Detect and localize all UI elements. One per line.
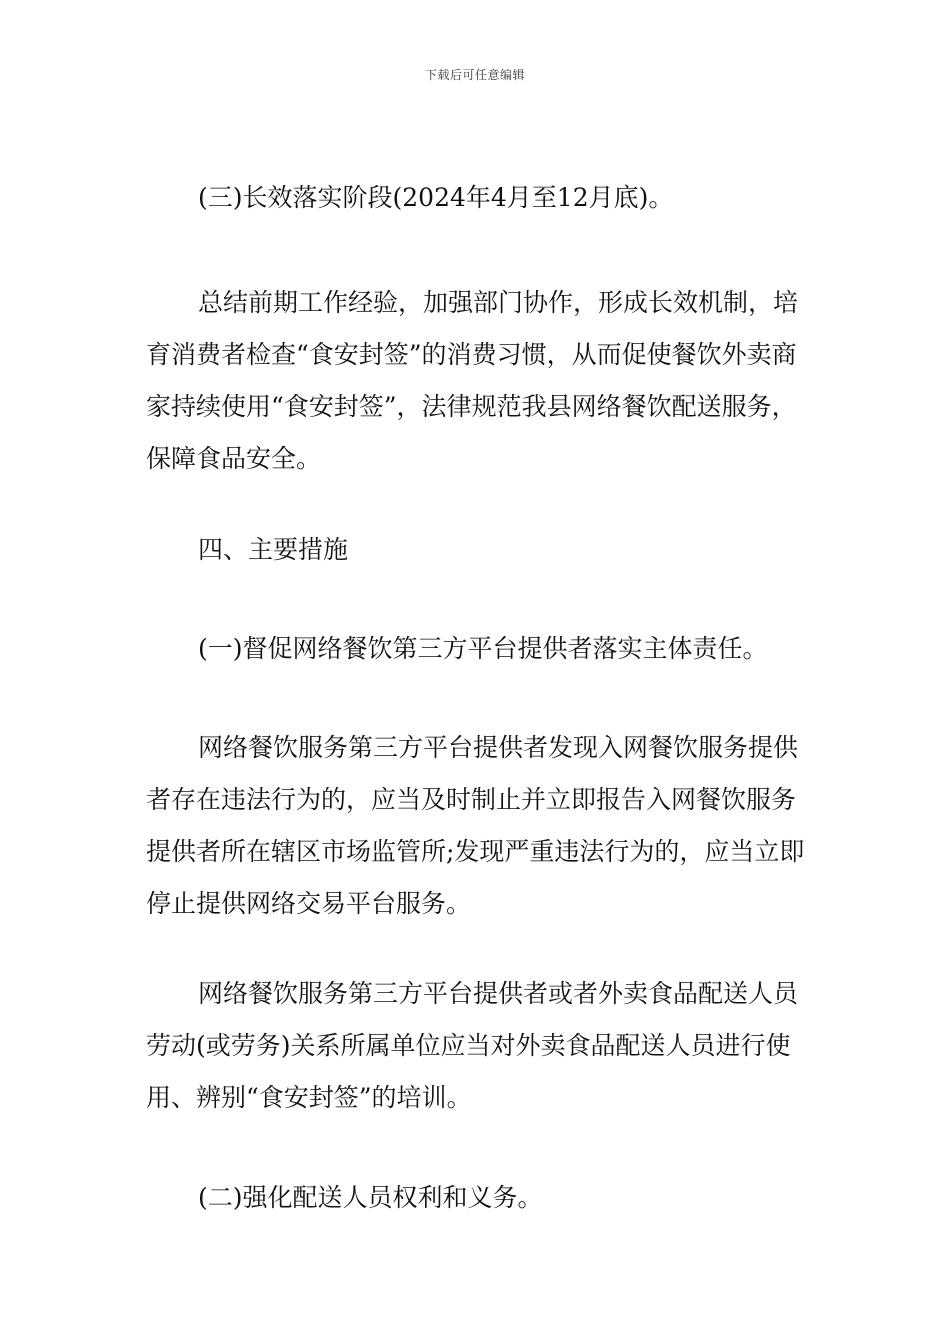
subheading-platform-responsibility: (一)督促网络餐饮第三方平台提供者落实主体责任。 bbox=[198, 634, 768, 663]
paragraph-platform-violations: 网络餐饮服务第三方平台提供者发现入网餐饮服务提供者存在违法行为的，应当及时制止并立即报告入网餐饮服务提供者所在辖区市场监管所;发现严重违法行为的，应当立即停止提供网络交易平台服务。 bbox=[146, 733, 805, 918]
page-header: 下载后可任意编辑 bbox=[424, 68, 525, 82]
paragraph-stage-three: (三)长效落实阶段(2024年4月至12月底)。 bbox=[198, 183, 674, 212]
paragraph-training: 网络餐饮服务第三方平台提供者或者外卖食品配送人员劳动(或劳务)关系所属单位应当对外卖食品配送人员进行使用、辨别“食安封签”的培训。 bbox=[146, 979, 799, 1112]
subheading-delivery-staff: (二)强化配送人员权利和义务。 bbox=[198, 1183, 543, 1212]
section-heading-main-measures: 四、主要措施 bbox=[198, 535, 349, 564]
paragraph-summary: 总结前期工作经验，加强部门协作，形成长效机制，培育消费者检查“食安封签”的消费习惯，从而促使餐饮外卖商家持续使用“食安封签”，法律规范我县网络餐饮配送服务，保障食品安全。 bbox=[146, 288, 799, 473]
